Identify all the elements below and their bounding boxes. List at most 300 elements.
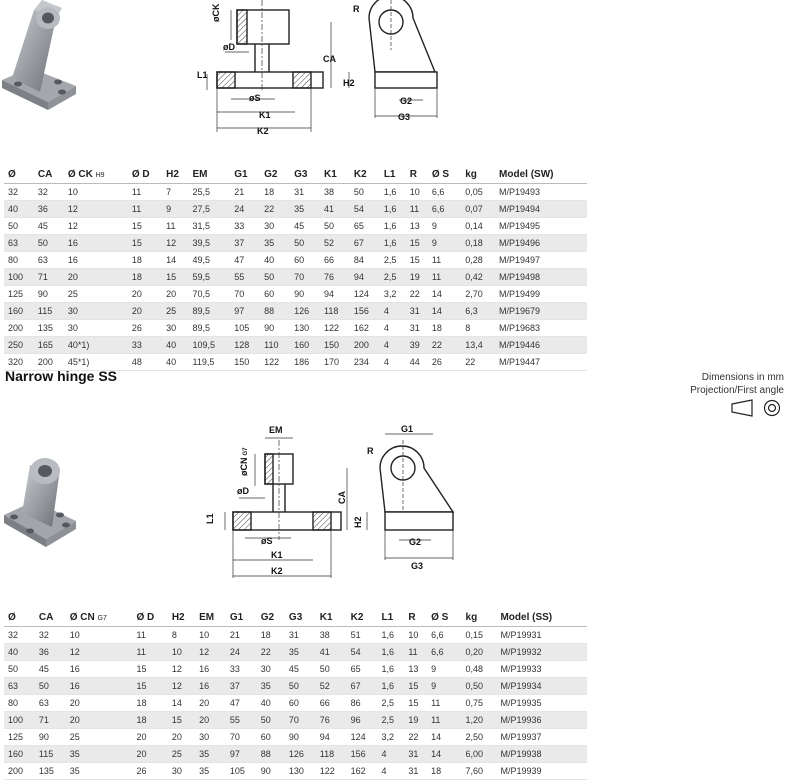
table-row — [4, 627, 587, 644]
table-cell: 15 — [128, 218, 162, 235]
table-cell: 3,2 — [380, 286, 406, 303]
table-cell: 2,5 — [378, 712, 405, 729]
table-cell: 60 — [257, 729, 285, 746]
table-cell: 26 — [132, 763, 167, 780]
table-cell: 70 — [285, 712, 316, 729]
table-row — [4, 337, 587, 354]
table-cell: 156 — [350, 303, 380, 320]
ss-hinge-photo — [0, 455, 80, 550]
table-cell: 97 — [230, 303, 260, 320]
table-cell: 36 — [35, 644, 66, 661]
table-cell: 12 — [168, 661, 195, 678]
table-cell: 14 — [168, 695, 195, 712]
sw-label-g3: G3 — [398, 112, 411, 122]
table-cell: 16 — [195, 661, 226, 678]
table-cell: 15 — [404, 678, 427, 695]
table-cell: M/P19936 — [496, 712, 587, 729]
table-cell: 15 — [406, 235, 428, 252]
table-cell: 7 — [162, 184, 188, 201]
table-cell: 50 — [350, 184, 380, 201]
table-cell: 0,50 — [462, 678, 497, 695]
table-cell: 18 — [128, 269, 162, 286]
table-cell: 54 — [350, 201, 380, 218]
sw-col-model: Model (SW) — [495, 166, 587, 184]
table-cell: 10 — [168, 644, 195, 661]
table-cell: 20 — [128, 303, 162, 320]
table-cell: 39,5 — [189, 235, 231, 252]
table-cell: 22 — [404, 729, 427, 746]
table-cell: 11 — [132, 627, 167, 644]
table-cell: 50 — [316, 661, 347, 678]
table-cell: M/P19939 — [496, 763, 587, 780]
table-cell: 10 — [64, 184, 128, 201]
sw-col-em: EM — [189, 166, 231, 184]
table-cell: 90 — [260, 320, 290, 337]
table-cell: 115 — [35, 746, 66, 763]
table-row — [4, 184, 587, 201]
table-cell: 65 — [350, 218, 380, 235]
table-cell: 50 — [4, 661, 35, 678]
ss-label-g1: G1 — [401, 424, 414, 434]
table-cell: 14 — [428, 303, 461, 320]
table-cell: 118 — [316, 746, 347, 763]
table-cell: 71 — [34, 269, 64, 286]
table-cell: 9 — [162, 201, 188, 218]
table-cell: 15 — [128, 235, 162, 252]
table-cell: 40 — [260, 252, 290, 269]
table-cell: 60 — [290, 252, 320, 269]
table-cell: 16 — [64, 252, 128, 269]
ss-table-header-row — [4, 609, 587, 627]
projection-text: Projection/First angle — [690, 385, 784, 396]
table-cell: 1,20 — [462, 712, 497, 729]
table-cell: 9 — [428, 235, 461, 252]
table-cell: 70 — [230, 286, 260, 303]
table-cell: 20 — [168, 729, 195, 746]
table-cell: 15 — [404, 695, 427, 712]
table-cell: 1,6 — [380, 218, 406, 235]
table-cell: 11 — [132, 644, 167, 661]
sw-spec-table — [4, 166, 587, 371]
table-row — [4, 712, 587, 729]
table-cell: 35 — [66, 746, 133, 763]
table-cell: 20 — [66, 712, 133, 729]
table-cell: 50 — [260, 269, 290, 286]
table-cell: 55 — [226, 712, 257, 729]
sw-col-s: Ø S — [428, 166, 461, 184]
table-row — [4, 695, 587, 712]
sw-technical-drawing — [185, 0, 450, 140]
table-cell: 21 — [226, 627, 257, 644]
ss-label-r: R — [367, 446, 374, 456]
table-cell: 162 — [347, 763, 378, 780]
table-cell: 10 — [406, 184, 428, 201]
table-cell: 2,5 — [378, 695, 405, 712]
sw-label-ca: CA — [323, 54, 336, 64]
table-cell: 12 — [64, 218, 128, 235]
ss-label-ca: CA — [337, 491, 347, 504]
table-cell: 18 — [428, 320, 461, 337]
table-cell: 35 — [257, 678, 285, 695]
dimensions-unit-text: Dimensions in mm — [701, 372, 784, 383]
sw-col-g1: G1 — [230, 166, 260, 184]
table-cell: 15 — [132, 678, 167, 695]
table-cell: 165 — [34, 337, 64, 354]
sw-label-l1: L1 — [197, 70, 208, 80]
table-cell: 15 — [132, 661, 167, 678]
table-cell: 16 — [195, 678, 226, 695]
table-cell: 67 — [350, 235, 380, 252]
table-cell: 12 — [195, 644, 226, 661]
table-cell: 31 — [285, 627, 316, 644]
table-cell: 1,6 — [380, 235, 406, 252]
table-cell: 4 — [380, 354, 406, 371]
table-cell: 160 — [4, 746, 35, 763]
sw-col-g2: G2 — [260, 166, 290, 184]
table-cell: 11 — [428, 252, 461, 269]
ss-label-h2: H2 — [353, 516, 363, 528]
table-cell: 96 — [347, 712, 378, 729]
table-row — [4, 746, 587, 763]
table-cell: 122 — [320, 320, 350, 337]
table-cell: 3,2 — [378, 729, 405, 746]
table-cell: 22 — [257, 644, 285, 661]
table-cell: 50 — [285, 678, 316, 695]
table-cell: 67 — [347, 678, 378, 695]
table-cell: 25 — [168, 746, 195, 763]
table-cell: 88 — [257, 746, 285, 763]
table-cell: 70 — [226, 729, 257, 746]
table-cell: 12 — [66, 644, 133, 661]
table-cell: 14 — [162, 252, 188, 269]
table-cell: 30 — [260, 218, 290, 235]
sw-col-l1: L1 — [380, 166, 406, 184]
table-cell: 100 — [4, 269, 34, 286]
sw-label-d: øD — [223, 42, 235, 52]
table-cell: 20 — [195, 712, 226, 729]
table-cell: M/P19499 — [495, 286, 587, 303]
table-cell: 11 — [162, 218, 188, 235]
table-cell: 50 — [34, 235, 64, 252]
table-cell: 97 — [226, 746, 257, 763]
table-cell: 15 — [406, 252, 428, 269]
table-cell: 126 — [290, 303, 320, 320]
table-cell: 2,5 — [380, 252, 406, 269]
ss-col-s: Ø S — [427, 609, 461, 627]
table-cell: 76 — [320, 269, 350, 286]
table-cell: 15 — [162, 269, 188, 286]
table-cell: 11 — [128, 184, 162, 201]
ss-col-g1: G1 — [226, 609, 257, 627]
table-cell: 48 — [128, 354, 162, 371]
table-cell: 20 — [64, 269, 128, 286]
table-cell: 6,00 — [462, 746, 497, 763]
table-row — [4, 678, 587, 695]
table-cell: 10 — [195, 627, 226, 644]
table-cell: M/P19497 — [495, 252, 587, 269]
table-cell: 12 — [168, 678, 195, 695]
table-row — [4, 269, 587, 286]
table-cell: 31 — [406, 320, 428, 337]
section-title-narrow-hinge: Narrow hinge SS — [5, 368, 118, 384]
table-cell: 18 — [132, 712, 167, 729]
table-cell: 18 — [260, 184, 290, 201]
ss-col-g3: G3 — [285, 609, 316, 627]
table-cell: M/P19683 — [495, 320, 587, 337]
table-cell: 35 — [290, 201, 320, 218]
table-cell: 31 — [404, 763, 427, 780]
table-cell: 160 — [290, 337, 320, 354]
table-cell: 110 — [260, 337, 290, 354]
sw-label-ck: øCK — [211, 3, 221, 22]
table-cell: 50 — [35, 678, 66, 695]
table-cell: 14 — [427, 746, 461, 763]
table-cell: 0,20 — [462, 644, 497, 661]
table-cell: 70,5 — [189, 286, 231, 303]
sw-col-k1: K1 — [320, 166, 350, 184]
table-cell: 20 — [66, 695, 133, 712]
table-cell: 14 — [427, 729, 461, 746]
table-cell: 40 — [162, 354, 188, 371]
ss-label-l1: L1 — [205, 513, 215, 524]
table-cell: 22 — [260, 201, 290, 218]
table-row — [4, 201, 587, 218]
table-cell: 2,5 — [380, 269, 406, 286]
table-cell: 7,60 — [462, 763, 497, 780]
sw-label-g2: G2 — [400, 96, 413, 106]
table-cell: 6,6 — [428, 201, 461, 218]
table-cell: 30 — [64, 303, 128, 320]
table-cell: M/P19932 — [496, 644, 587, 661]
table-cell: 0,14 — [461, 218, 495, 235]
table-cell: 38 — [316, 627, 347, 644]
table-row — [4, 661, 587, 678]
table-cell: 50 — [290, 235, 320, 252]
sw-table-header-row — [4, 166, 587, 184]
table-row — [4, 729, 587, 746]
table-cell: 47 — [226, 695, 257, 712]
table-cell: 88 — [260, 303, 290, 320]
table-cell: 9 — [427, 661, 461, 678]
table-cell: 38 — [320, 184, 350, 201]
table-cell: 124 — [350, 286, 380, 303]
sw-label-s: øS — [249, 93, 261, 103]
table-cell: 25,5 — [189, 184, 231, 201]
table-cell: 41 — [320, 201, 350, 218]
table-row — [4, 286, 587, 303]
table-cell: 31,5 — [189, 218, 231, 235]
table-cell: 16 — [64, 235, 128, 252]
table-cell: 52 — [320, 235, 350, 252]
table-cell: 63 — [4, 678, 35, 695]
table-cell: 6,6 — [427, 644, 461, 661]
table-cell: 40 — [162, 337, 188, 354]
table-cell: 35 — [285, 644, 316, 661]
sw-col-d: Ø D — [128, 166, 162, 184]
ss-label-s: øS — [261, 536, 273, 546]
table-cell: 130 — [285, 763, 316, 780]
table-cell: 47 — [230, 252, 260, 269]
table-cell: 50 — [4, 218, 34, 235]
table-cell: 200 — [4, 320, 34, 337]
sw-col-g3: G3 — [290, 166, 320, 184]
table-cell: 118 — [320, 303, 350, 320]
table-cell: 4 — [378, 746, 405, 763]
table-cell: 94 — [316, 729, 347, 746]
table-cell: 31 — [406, 303, 428, 320]
table-cell: 25 — [66, 729, 133, 746]
table-cell: M/P19496 — [495, 235, 587, 252]
table-cell: 40 — [257, 695, 285, 712]
first-angle-projection-icon — [730, 399, 784, 417]
sw-col-k2: K2 — [350, 166, 380, 184]
table-cell: 90 — [35, 729, 66, 746]
table-cell: 41 — [316, 644, 347, 661]
table-cell: 52 — [316, 678, 347, 695]
table-cell: 94 — [350, 269, 380, 286]
table-cell: 0,18 — [461, 235, 495, 252]
ss-col-ca: CA — [35, 609, 66, 627]
table-cell: 16 — [66, 678, 133, 695]
table-cell: 2,50 — [462, 729, 497, 746]
table-row — [4, 218, 587, 235]
table-cell: 20 — [162, 286, 188, 303]
table-cell: M/P19935 — [496, 695, 587, 712]
table-cell: 186 — [290, 354, 320, 371]
table-cell: 40 — [4, 644, 35, 661]
table-cell: 128 — [230, 337, 260, 354]
table-cell: 40 — [4, 201, 34, 218]
table-cell: 54 — [347, 644, 378, 661]
table-cell: 18 — [132, 695, 167, 712]
table-cell: 105 — [230, 320, 260, 337]
table-cell: 250 — [4, 337, 34, 354]
ss-label-k1: K1 — [271, 550, 283, 560]
sw-col-bore: Ø — [4, 166, 34, 184]
table-cell: 18 — [257, 627, 285, 644]
ss-col-em: EM — [195, 609, 226, 627]
table-cell: 22 — [406, 286, 428, 303]
ss-technical-drawing — [195, 420, 465, 580]
table-cell: 21 — [230, 184, 260, 201]
table-cell: 89,5 — [189, 303, 231, 320]
table-cell: 200 — [350, 337, 380, 354]
table-row — [4, 252, 587, 269]
table-cell: 100 — [4, 712, 35, 729]
table-cell: 35 — [195, 746, 226, 763]
ss-col-d: Ø D — [132, 609, 167, 627]
table-cell: 135 — [35, 763, 66, 780]
ss-col-model: Model (SS) — [496, 609, 587, 627]
table-cell: 33 — [226, 661, 257, 678]
table-cell: M/P19495 — [495, 218, 587, 235]
table-cell: 31 — [404, 746, 427, 763]
table-cell: 63 — [34, 252, 64, 269]
table-cell: 162 — [350, 320, 380, 337]
sw-col-ck: Ø CK H9 — [64, 166, 128, 184]
table-cell: 22 — [428, 337, 461, 354]
ss-col-l1: L1 — [378, 609, 405, 627]
table-cell: 35 — [260, 235, 290, 252]
table-cell: 30 — [162, 320, 188, 337]
table-cell: 30 — [195, 729, 226, 746]
table-cell: 30 — [168, 763, 195, 780]
table-cell: 19 — [406, 269, 428, 286]
table-cell: 12 — [64, 201, 128, 218]
table-cell: 19 — [404, 712, 427, 729]
table-cell: 86 — [347, 695, 378, 712]
table-cell: 26 — [428, 354, 461, 371]
table-cell: 18 — [427, 763, 461, 780]
table-cell: 80 — [4, 695, 35, 712]
ss-col-kg: kg — [462, 609, 497, 627]
ss-label-d: øD — [237, 486, 249, 496]
table-cell: M/P19938 — [496, 746, 587, 763]
table-cell: M/P19494 — [495, 201, 587, 218]
table-cell: 150 — [230, 354, 260, 371]
sw-label-h2: H2 — [343, 78, 355, 88]
table-cell: 90 — [290, 286, 320, 303]
table-cell: 1,6 — [378, 661, 405, 678]
table-cell: 115 — [34, 303, 64, 320]
table-cell: 0,75 — [462, 695, 497, 712]
table-cell: 1,6 — [380, 184, 406, 201]
table-cell: M/P19679 — [495, 303, 587, 320]
table-cell: 59,5 — [189, 269, 231, 286]
ss-col-k1: K1 — [316, 609, 347, 627]
table-cell: 33 — [128, 337, 162, 354]
table-cell: 4 — [380, 337, 406, 354]
table-cell: 45 — [285, 661, 316, 678]
table-cell: 9 — [427, 678, 461, 695]
table-cell: 4 — [380, 303, 406, 320]
table-cell: 1,6 — [378, 627, 405, 644]
table-cell: 1,6 — [378, 678, 405, 695]
sw-col-kg: kg — [461, 166, 495, 184]
ss-col-r: R — [404, 609, 427, 627]
table-cell: 13 — [404, 661, 427, 678]
table-cell: 80 — [4, 252, 34, 269]
table-cell: 18 — [128, 252, 162, 269]
table-cell: 27,5 — [189, 201, 231, 218]
table-cell: 45 — [290, 218, 320, 235]
table-cell: 35 — [66, 763, 133, 780]
table-cell: 94 — [320, 286, 350, 303]
ss-label-em: EM — [269, 425, 283, 435]
table-cell: 11 — [128, 201, 162, 218]
table-cell: 4 — [380, 320, 406, 337]
table-cell: 36 — [34, 201, 64, 218]
table-cell: 11 — [406, 201, 428, 218]
sw-hinge-photo — [0, 0, 80, 125]
table-cell: 50 — [257, 712, 285, 729]
table-cell: 32 — [4, 627, 35, 644]
table-cell: 320 — [4, 354, 34, 371]
table-cell: 45 — [35, 661, 66, 678]
table-cell: 22 — [461, 354, 495, 371]
table-cell: 37 — [230, 235, 260, 252]
table-cell: 24 — [230, 201, 260, 218]
table-cell: 11 — [427, 695, 461, 712]
table-cell: 39 — [406, 337, 428, 354]
table-cell: 12 — [162, 235, 188, 252]
table-cell: 60 — [285, 695, 316, 712]
table-cell: 30 — [64, 320, 128, 337]
table-cell: 25 — [64, 286, 128, 303]
dimensions-note — [690, 371, 784, 397]
ss-col-cn: Ø CN G7 — [66, 609, 133, 627]
table-cell: 0,48 — [462, 661, 497, 678]
